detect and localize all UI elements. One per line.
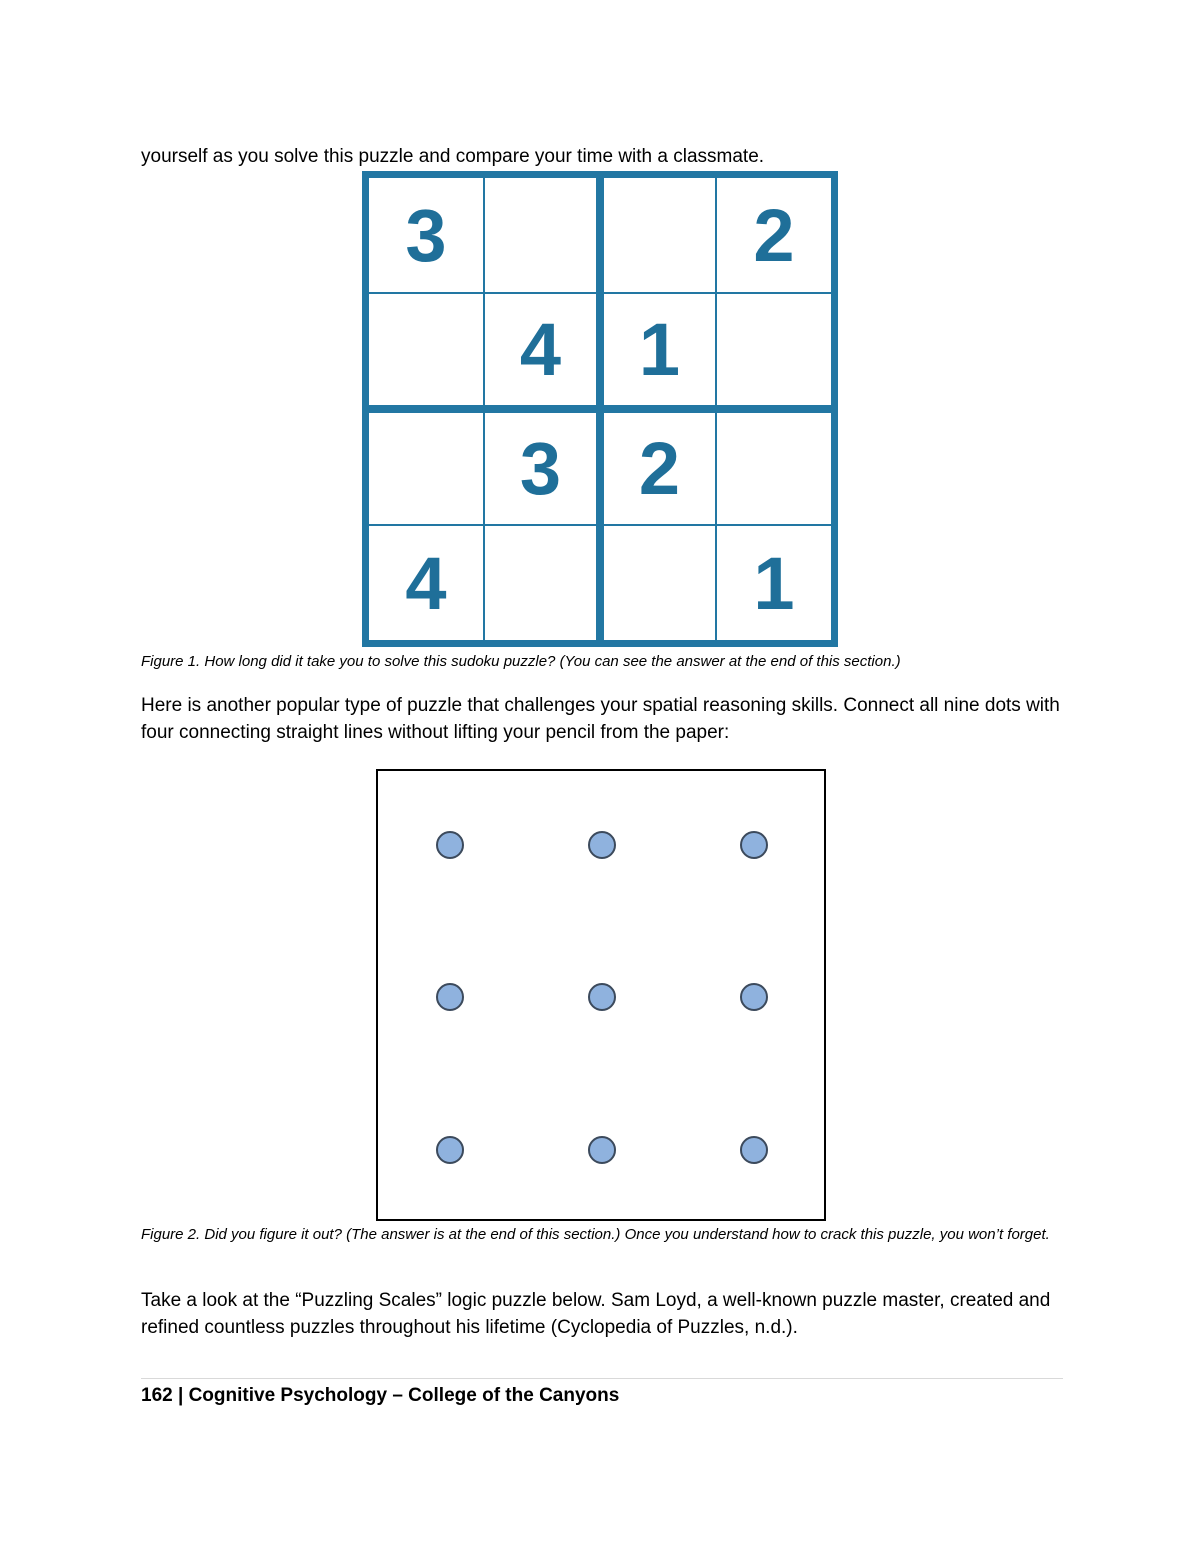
- nine-dots-paragraph: Here is another popular type of puzzle that challenges your spatial reasoning skills. Connect all nine dots with four connecting straight lines without lifting your pencil from the paper:: [141, 695, 1060, 743]
- sudoku-cell-r4c3: [600, 525, 716, 641]
- dot-r3c1: [436, 1136, 464, 1164]
- dot-r2c1: [436, 983, 464, 1011]
- sudoku-cell-r4c4: 1: [716, 525, 832, 641]
- dot-r1c1: [436, 831, 464, 859]
- sudoku-cell-r1c3: [600, 177, 716, 293]
- dot-r2c2: [588, 983, 616, 1011]
- dot-r3c2: [588, 1136, 616, 1164]
- page-footer: 162 | Cognitive Psychology – College of the Canyons: [141, 1385, 620, 1406]
- sudoku-cell-r3c4: [716, 409, 832, 525]
- figure-1-caption: Figure 1. How long did it take you to solve this sudoku puzzle? (You can see the answer at the end of this section.): [141, 653, 901, 670]
- sudoku-cell-r2c1: [368, 293, 484, 409]
- sudoku-cell-r2c3: 1: [600, 293, 716, 409]
- figure-2-caption: Figure 2. Did you figure it out? (The answer is at the end of this section.) Once you understand how to crack this puzzle, you won’t forget.: [141, 1226, 1050, 1243]
- sudoku-cell-r3c1: [368, 409, 484, 525]
- sudoku-cell-r2c2: 4: [484, 293, 600, 409]
- puzzling-scales-paragraph: Take a look at the “Puzzling Scales” logic puzzle below. Sam Loyd, a well-known puzzle master, created and refined countless puzzles throughout his lifetime (Cyclopedia of Puzzles, n.d.).: [141, 1290, 1051, 1338]
- dot-r3c3: [740, 1136, 768, 1164]
- sudoku-cell-r1c2: [484, 177, 600, 293]
- sudoku-grid: [362, 171, 838, 647]
- nine-dots-figure: [376, 769, 826, 1221]
- intro-text: yourself as you solve this puzzle and compare your time with a classmate.: [141, 146, 765, 167]
- sudoku-cell-r4c2: [484, 525, 600, 641]
- sudoku-cell-r3c3: 2: [600, 409, 716, 525]
- dot-r1c3: [740, 831, 768, 859]
- dot-r2c3: [740, 983, 768, 1011]
- dot-r1c2: [588, 831, 616, 859]
- sudoku-cell-r4c1: 4: [368, 525, 484, 641]
- sudoku-cell-r1c1: 3: [368, 177, 484, 293]
- sudoku-cell-r1c4: 2: [716, 177, 832, 293]
- footer-divider: [141, 1378, 1063, 1379]
- sudoku-cell-r2c4: [716, 293, 832, 409]
- sudoku-cell-r3c2: 3: [484, 409, 600, 525]
